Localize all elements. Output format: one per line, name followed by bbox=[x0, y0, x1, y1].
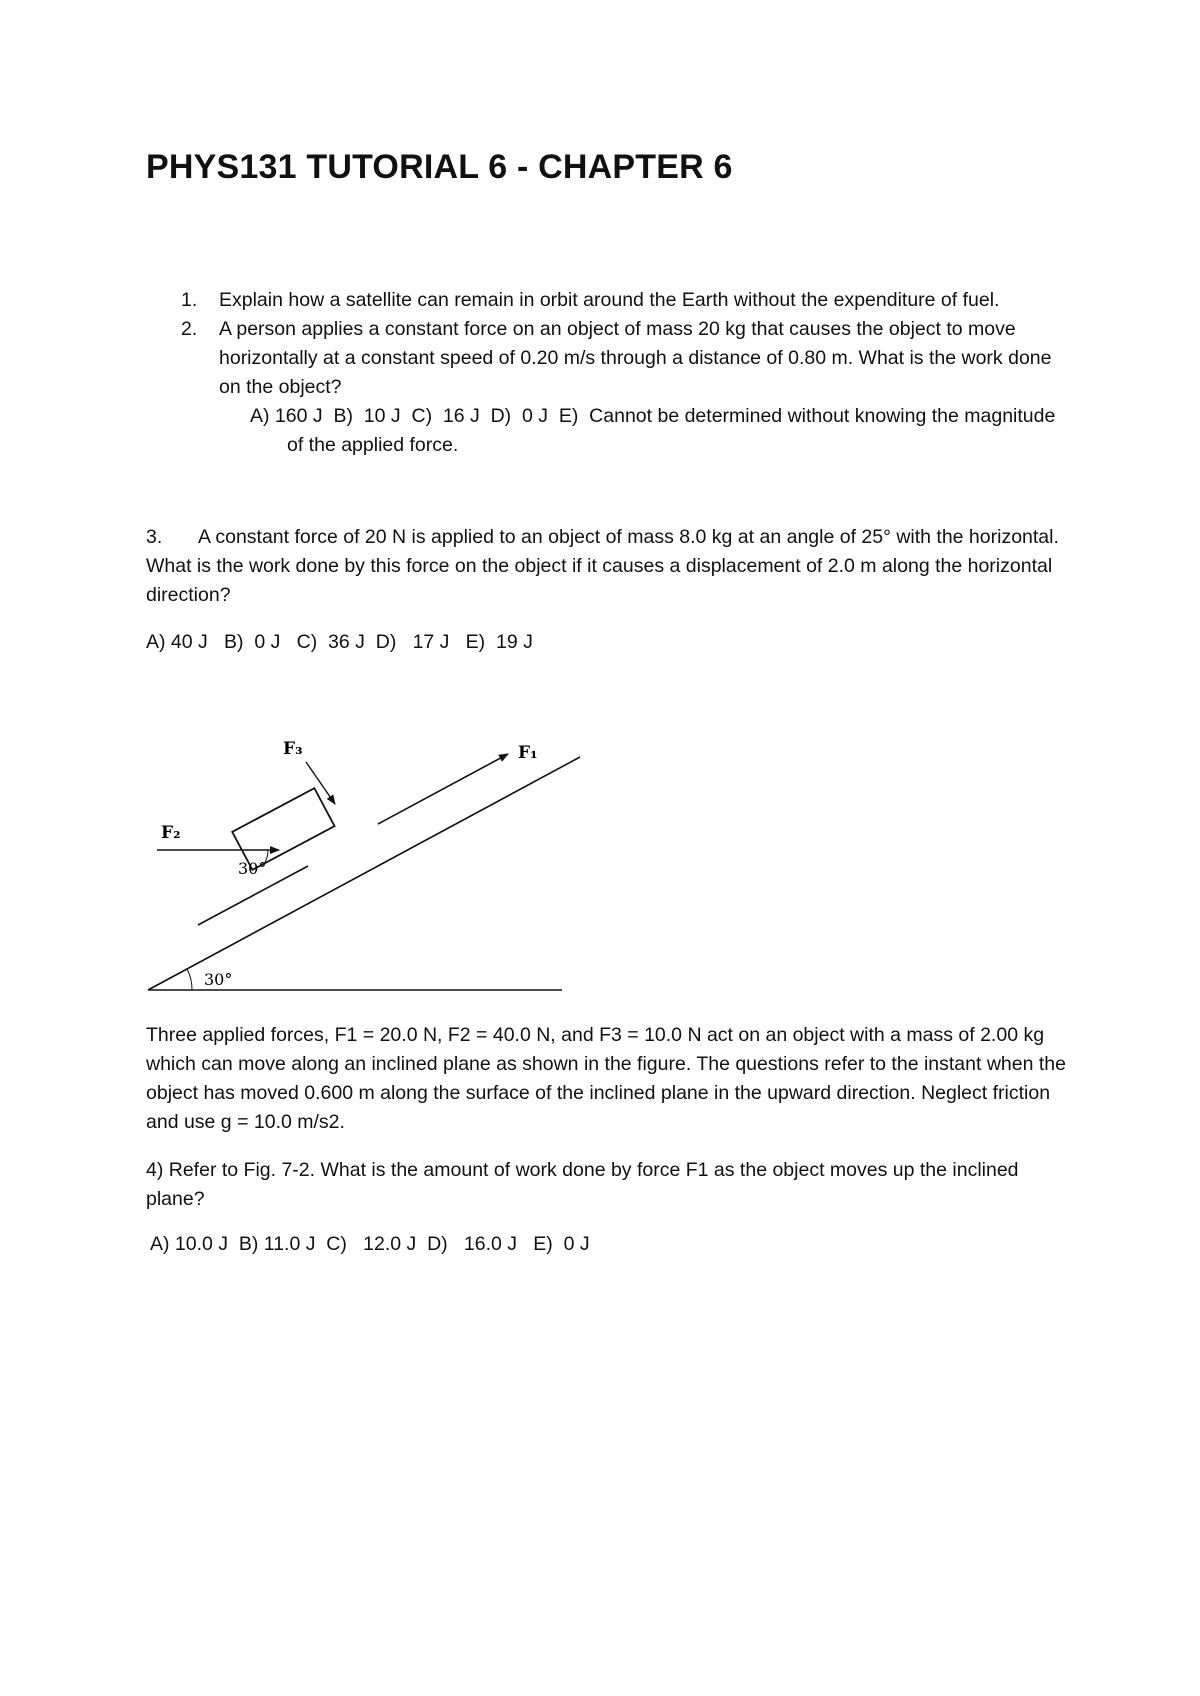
incline-line bbox=[148, 757, 580, 990]
question-number: 3. bbox=[146, 526, 163, 548]
forces-paragraph: Three applied forces, F1 = 20.0 N, F2 = 40.0 N, and F3 = 10.0 N act on an object with a mass of 2.00 kg which can move along an inclined plane as shown in the figure. The questions refer to the instant when the object has moved 0.600 m along the surface of the inclined plane in the upward direction. Neglect friction and use g = 10.0 m/s2. bbox=[146, 1024, 1066, 1133]
angle-label-lower: 30° bbox=[204, 970, 233, 989]
choices-line-1: 160 J B) 10 J C) 16 J D) 0 J E) Cannot be determined without knowing the magnitude bbox=[269, 405, 1056, 427]
f1-label: F₁ bbox=[518, 743, 538, 763]
f2-label: F₂ bbox=[161, 823, 181, 843]
list-item-number: 2. bbox=[181, 318, 198, 340]
answer-choices bbox=[219, 402, 1066, 460]
angle-arc-lower bbox=[187, 969, 192, 990]
block bbox=[232, 788, 334, 870]
choices-prefix: A) bbox=[250, 405, 270, 427]
question-text: A constant force of 20 N is applied to an object of mass 8.0 kg at an angle of 25° with the horizontal. What is the work done by this force on the object if it causes a displacement of 2.0 m along the horizontal direction? bbox=[146, 526, 1059, 606]
question-3-choices: A) 40 J B) 0 J C) 36 J D) 17 J E) 19 J bbox=[146, 631, 533, 653]
question-4: 4) Refer to Fig. 7-2. What is the amount of work done by force F1 as the object moves up the inclined plane? bbox=[146, 1159, 1019, 1210]
numbered-list bbox=[146, 286, 1066, 460]
list-item-number: 1. bbox=[181, 289, 198, 311]
f3-label: F₃ bbox=[283, 739, 303, 759]
list-item-text: A person applies a constant force on an object of mass 20 kg that causes the object to move horizontally at a constant speed of 0.20 m/s through a distance of 0.80 m. What is the work done on the object? bbox=[219, 318, 1052, 398]
question-3 bbox=[146, 523, 1076, 610]
list-item-2 bbox=[146, 315, 1066, 460]
page-title: PHYS131 TUTORIAL 6 - CHAPTER 6 bbox=[146, 148, 733, 186]
list-item-1 bbox=[146, 286, 1066, 315]
figure-svg bbox=[140, 728, 600, 998]
question-4-choices: A) 10.0 J B) 11.0 J C) 12.0 J D) 16.0 J E) 0 J bbox=[150, 1233, 590, 1255]
inclined-plane-figure bbox=[140, 728, 600, 998]
f1-arrow bbox=[378, 754, 508, 824]
angle-label-upper: 30° bbox=[238, 859, 267, 878]
choices-line-2: of the applied force. bbox=[287, 434, 459, 456]
list-item-text: Explain how a satellite can remain in orbit around the Earth without the expenditure of fuel. bbox=[219, 289, 1000, 311]
block-group bbox=[232, 788, 334, 870]
